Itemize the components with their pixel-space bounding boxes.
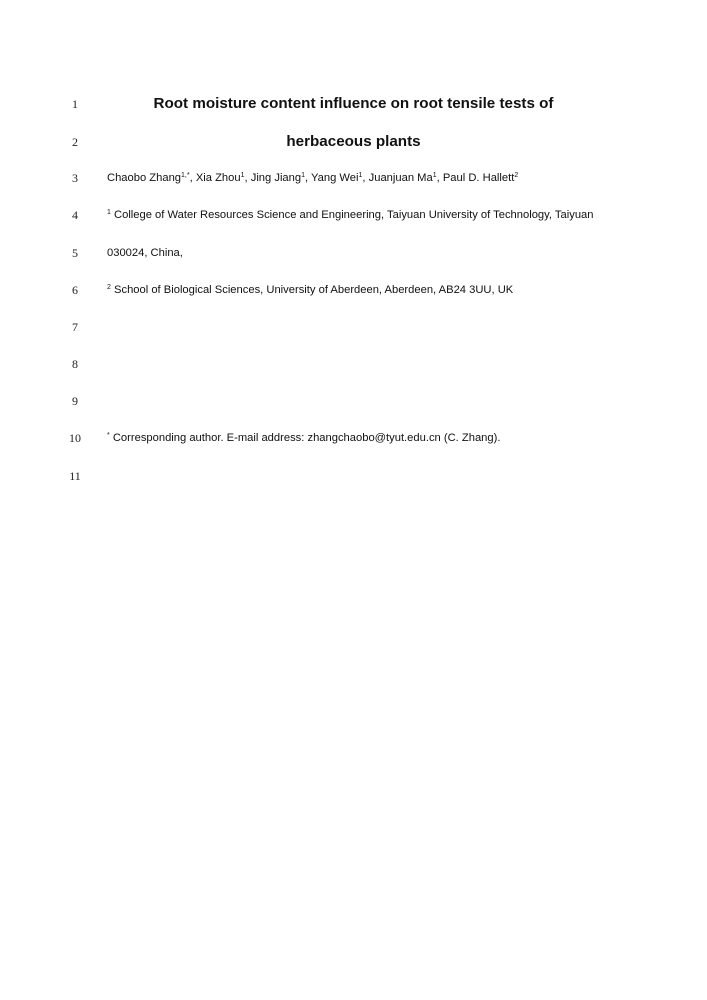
affiliation-mark: 1 [107,209,111,216]
manuscript-line-3 [0,166,707,190]
affiliation-mark: 2 [107,284,111,291]
paper-title-line-2: herbaceous plants [286,133,421,150]
author-affiliation-mark: 1 [240,172,245,179]
author-affiliation-mark: 1,* [181,172,190,179]
line-number: 9 [72,394,78,408]
line-number: 4 [72,208,78,222]
author-name: Xia Zhou [195,172,241,184]
correspondence-text: Corresponding author. E-mail address: zhangchaobo@tyut.edu.cn (C. Zhang). [109,432,501,444]
author-list [107,166,637,190]
manuscript-line-5 [0,241,707,265]
manuscript-line-7 [0,315,707,339]
author-affiliation-mark: 1 [358,172,363,179]
author-separator: , [305,172,312,184]
line-number: 11 [69,469,81,483]
author-separator: , [362,172,369,184]
author-affiliation-mark: 2 [514,172,519,179]
affiliation-1 [107,203,637,227]
author-name: Juanjuan Ma [368,172,433,184]
line-number: 2 [72,135,78,149]
author-separator: , [244,172,251,184]
author-name: Paul D. Hallett [442,172,515,184]
manuscript-line-1 [0,92,707,116]
affiliation-text: School of Biological Sciences, University of Aberdeen, Aberdeen, AB24 3UU, UK [110,284,514,296]
correspondence-note [107,426,637,450]
manuscript-line-8 [0,352,707,376]
author-name: Jing Jiang [250,172,302,184]
author-separator: , [189,172,196,184]
author-name: Chaobo Zhang [107,172,182,184]
affiliation-2 [107,278,637,302]
line-number: 7 [72,320,78,334]
manuscript-line-11 [0,464,707,488]
affiliation-text: College of Water Resources Science and Engineering, Taiyuan University of Technology, Taiyuan [110,209,594,221]
author-affiliation-mark: 1 [301,172,306,179]
line-number: 1 [72,97,78,111]
manuscript-line-6 [0,278,707,302]
line-number: 5 [72,246,78,260]
line-number: 10 [69,431,81,445]
affiliation-1-continued: 030024, China, [107,247,183,259]
line-number: 3 [72,171,78,185]
manuscript-line-9 [0,389,707,413]
author-separator: , [436,172,443,184]
author-name: Yang Wei [311,172,359,184]
author-affiliation-mark: 1 [432,172,437,179]
manuscript-line-4 [0,203,707,227]
corresponding-author-mark: * [107,432,110,439]
paper-title-line-1: Root moisture content influence on root tensile tests of [153,95,554,112]
line-number: 6 [72,283,78,297]
manuscript-line-10 [0,426,707,450]
line-number: 8 [72,357,78,371]
manuscript-line-2 [0,130,707,154]
